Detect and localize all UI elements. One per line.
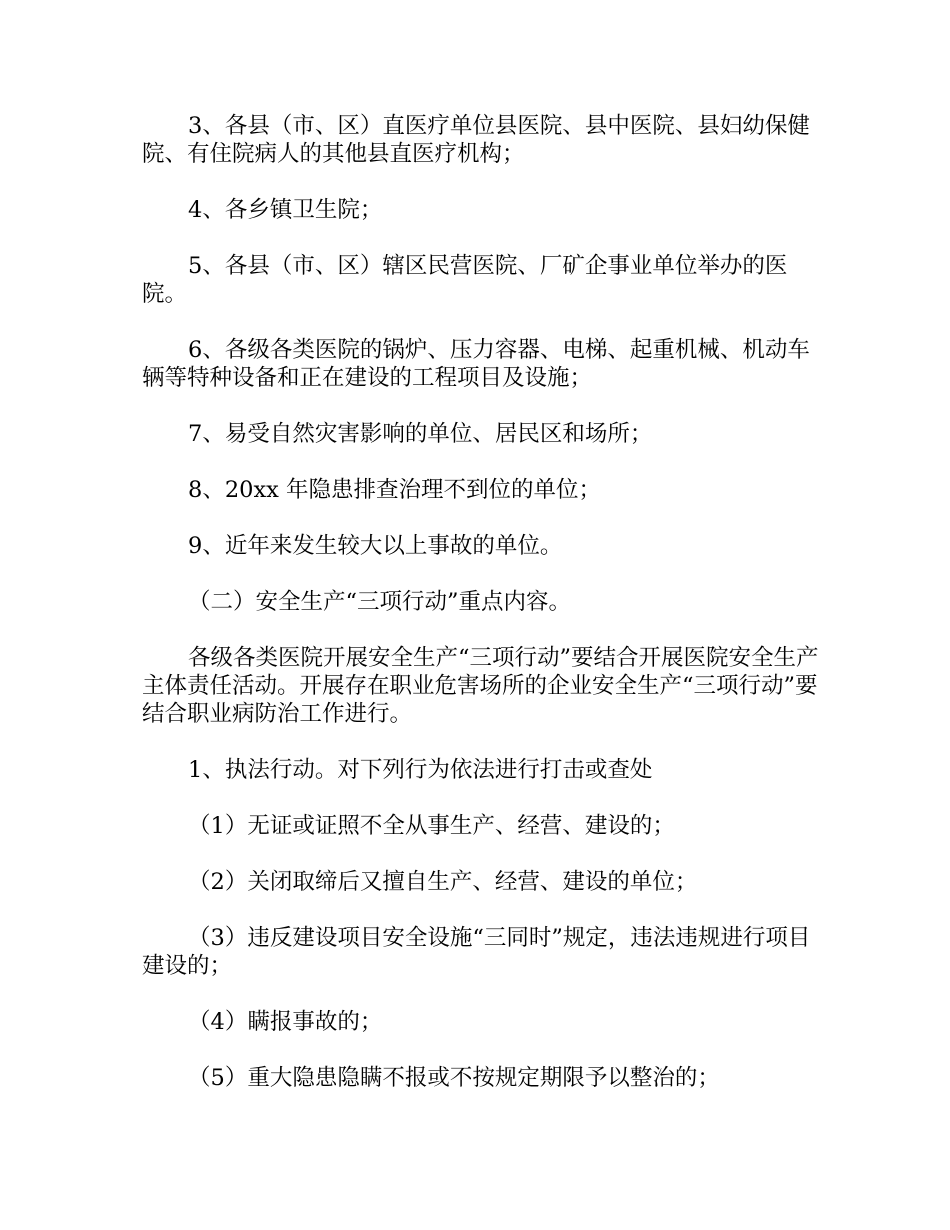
paragraph-item-3: 3、各县（市、区）直医疗单位县医院、县中医院、县妇幼保健院、有住院病人的其他县直医疗机构； [142, 113, 810, 167]
sub-item-5: （5）重大隐患隐瞒不报或不按规定期限予以整治的； [188, 1065, 720, 1091]
section-heading-key-content: （二）安全生产“三项行动”重点内容。 [188, 589, 572, 615]
paragraph-enforcement-action: 1、执法行动。对下列行为依法进行打击或查处 [188, 757, 653, 783]
sub-item-3: （3）违反建设项目安全设施“三同时”规定，违法违规进行项目建设的； [142, 925, 811, 979]
paragraph-item-5: 5、各县（市、区）辖区民营医院、厂矿企事业单位举办的医院。 [142, 253, 788, 307]
paragraph-item-9: 9、近年来发生较大以上事故的单位。 [188, 533, 563, 559]
sub-item-2: （2）关闭取缔后又擅自生产、经营、建设的单位； [188, 869, 698, 895]
paragraph-key-content-intro: 各级各类医院开展安全生产“三项行动”要结合开展医院安全生产主体责任活动。开展存在职业危害场所的企业安全生产“三项行动”要结合职业病防治工作进行。 [142, 645, 819, 727]
paragraph-item-8: 8、20xx 年隐患排查治理不到位的单位； [188, 477, 601, 503]
paragraph-item-6: 6、各级各类医院的锅炉、压力容器、电梯、起重机械、机动车辆等特种设备和正在建设的工程项目及设施； [142, 337, 810, 391]
sub-item-4: （4）瞒报事故的； [188, 1009, 383, 1035]
paragraph-item-7: 7、易受自然灾害影响的单位、居民区和场所； [188, 421, 653, 447]
sub-item-1: （1）无证或证照不全从事生产、经营、建设的； [188, 813, 675, 839]
paragraph-item-4: 4、各乡镇卫生院； [188, 197, 383, 223]
document-page [142, 112, 822, 1120]
